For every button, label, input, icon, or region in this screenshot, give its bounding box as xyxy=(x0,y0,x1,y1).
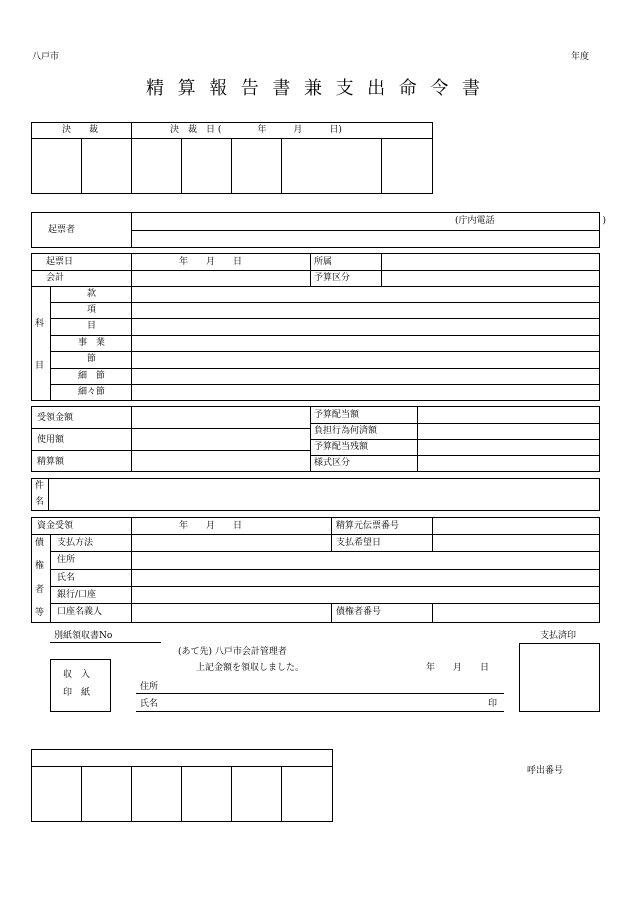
yoshiki-kubun-label: 様式区分 xyxy=(314,458,351,468)
moku-label: 目 xyxy=(35,361,45,371)
kihyo-label: 起票者 xyxy=(48,225,76,235)
shimei-label: 氏名 xyxy=(57,573,76,583)
saikensha-vert-1: 債 xyxy=(35,538,45,548)
kihyobi-label: 起票日 xyxy=(46,257,74,267)
revenue-stamp-line1: 収 入 xyxy=(63,670,91,680)
saikensha-bango-label: 債権者番号 xyxy=(336,607,382,617)
kaikei-label: 会計 xyxy=(46,273,65,283)
kihyobi-date: 年 月 日 xyxy=(179,257,243,267)
shiharai-hoho-label: 支払方法 xyxy=(57,538,94,548)
koza-meigi-label: 口座名義人 xyxy=(57,607,103,617)
yosan-kubun-label: 予算区分 xyxy=(314,273,351,283)
payment-table xyxy=(31,517,600,623)
kessai-label: 決 裁 xyxy=(62,125,99,135)
kessai-date-label: 決 裁 日 ( 年 月 日) xyxy=(170,125,342,135)
internal-phone-label: (庁内電話 ) xyxy=(455,216,607,226)
yobidashi-bango-label: 呼出番号 xyxy=(527,766,564,776)
ginko-koza-label: 銀行/口座 xyxy=(57,590,97,600)
juryo-kingaku-label: 受領金額 xyxy=(37,413,74,423)
shikin-juryo-label: 資金受領 xyxy=(37,521,74,531)
ka-label: 科 xyxy=(35,319,45,329)
kou-label: 項 xyxy=(87,305,97,315)
futan-koi-label: 負担行為何済額 xyxy=(314,426,378,436)
betsushi-ryoshusho-label: 別紙領収書No xyxy=(54,631,113,641)
saikensha-vert-4: 等 xyxy=(35,608,45,618)
kenmei-mei: 名 xyxy=(35,497,45,507)
receipt-shimei-label: 氏名 xyxy=(140,699,159,709)
saikensha-vert-2: 権 xyxy=(35,561,45,571)
setsu-label: 節 xyxy=(87,354,97,364)
yosan-haito-label: 予算配当額 xyxy=(314,410,360,420)
kenmei-box xyxy=(31,478,600,511)
ryoshu-statement: 上記金額を領収しました。 xyxy=(196,663,305,673)
moku-item-label: 目 xyxy=(87,321,97,331)
saikensha-vert-3: 者 xyxy=(35,585,45,595)
fiscal-year-label: 年度 xyxy=(571,52,590,62)
seal-mark: 印 xyxy=(488,699,498,709)
bottom-table xyxy=(31,749,333,822)
atesaki-label: (あて先) 八戸市会計管理者 xyxy=(178,647,287,657)
kenmei-ken: 件 xyxy=(35,481,45,491)
jusho-label: 住所 xyxy=(57,555,76,565)
saisaisetsu-label: 細々節 xyxy=(78,387,106,397)
receipt-date: 年 月 日 xyxy=(426,663,490,673)
revenue-stamp-line2: 印 紙 xyxy=(63,688,91,698)
payment-stamp-box xyxy=(519,643,600,712)
kan-label: 款 xyxy=(87,289,97,299)
shiharai-zumi-label: 支払済印 xyxy=(540,631,577,641)
seisan-gaku-label: 精算額 xyxy=(37,457,65,467)
shozoku-label: 所属 xyxy=(314,257,333,267)
jigyo-label: 事 業 xyxy=(78,338,106,348)
haito-zan-label: 予算配当残額 xyxy=(314,442,369,452)
receipt-jusho-label: 住所 xyxy=(140,682,159,692)
shiharai-kibo-label: 支払希望日 xyxy=(336,538,382,548)
shiyo-gaku-label: 使用額 xyxy=(37,435,65,445)
page-title: 精 算 報 告 書 兼 支 出 命 令 書 xyxy=(146,78,482,99)
revenue-stamp-box xyxy=(50,659,111,712)
shikin-juryo-date: 年 月 日 xyxy=(179,521,243,531)
saisetsu-label: 細 節 xyxy=(78,371,106,381)
city-name: 八戸市 xyxy=(32,52,60,62)
seisan-moto-label: 精算元伝票番号 xyxy=(336,521,400,531)
